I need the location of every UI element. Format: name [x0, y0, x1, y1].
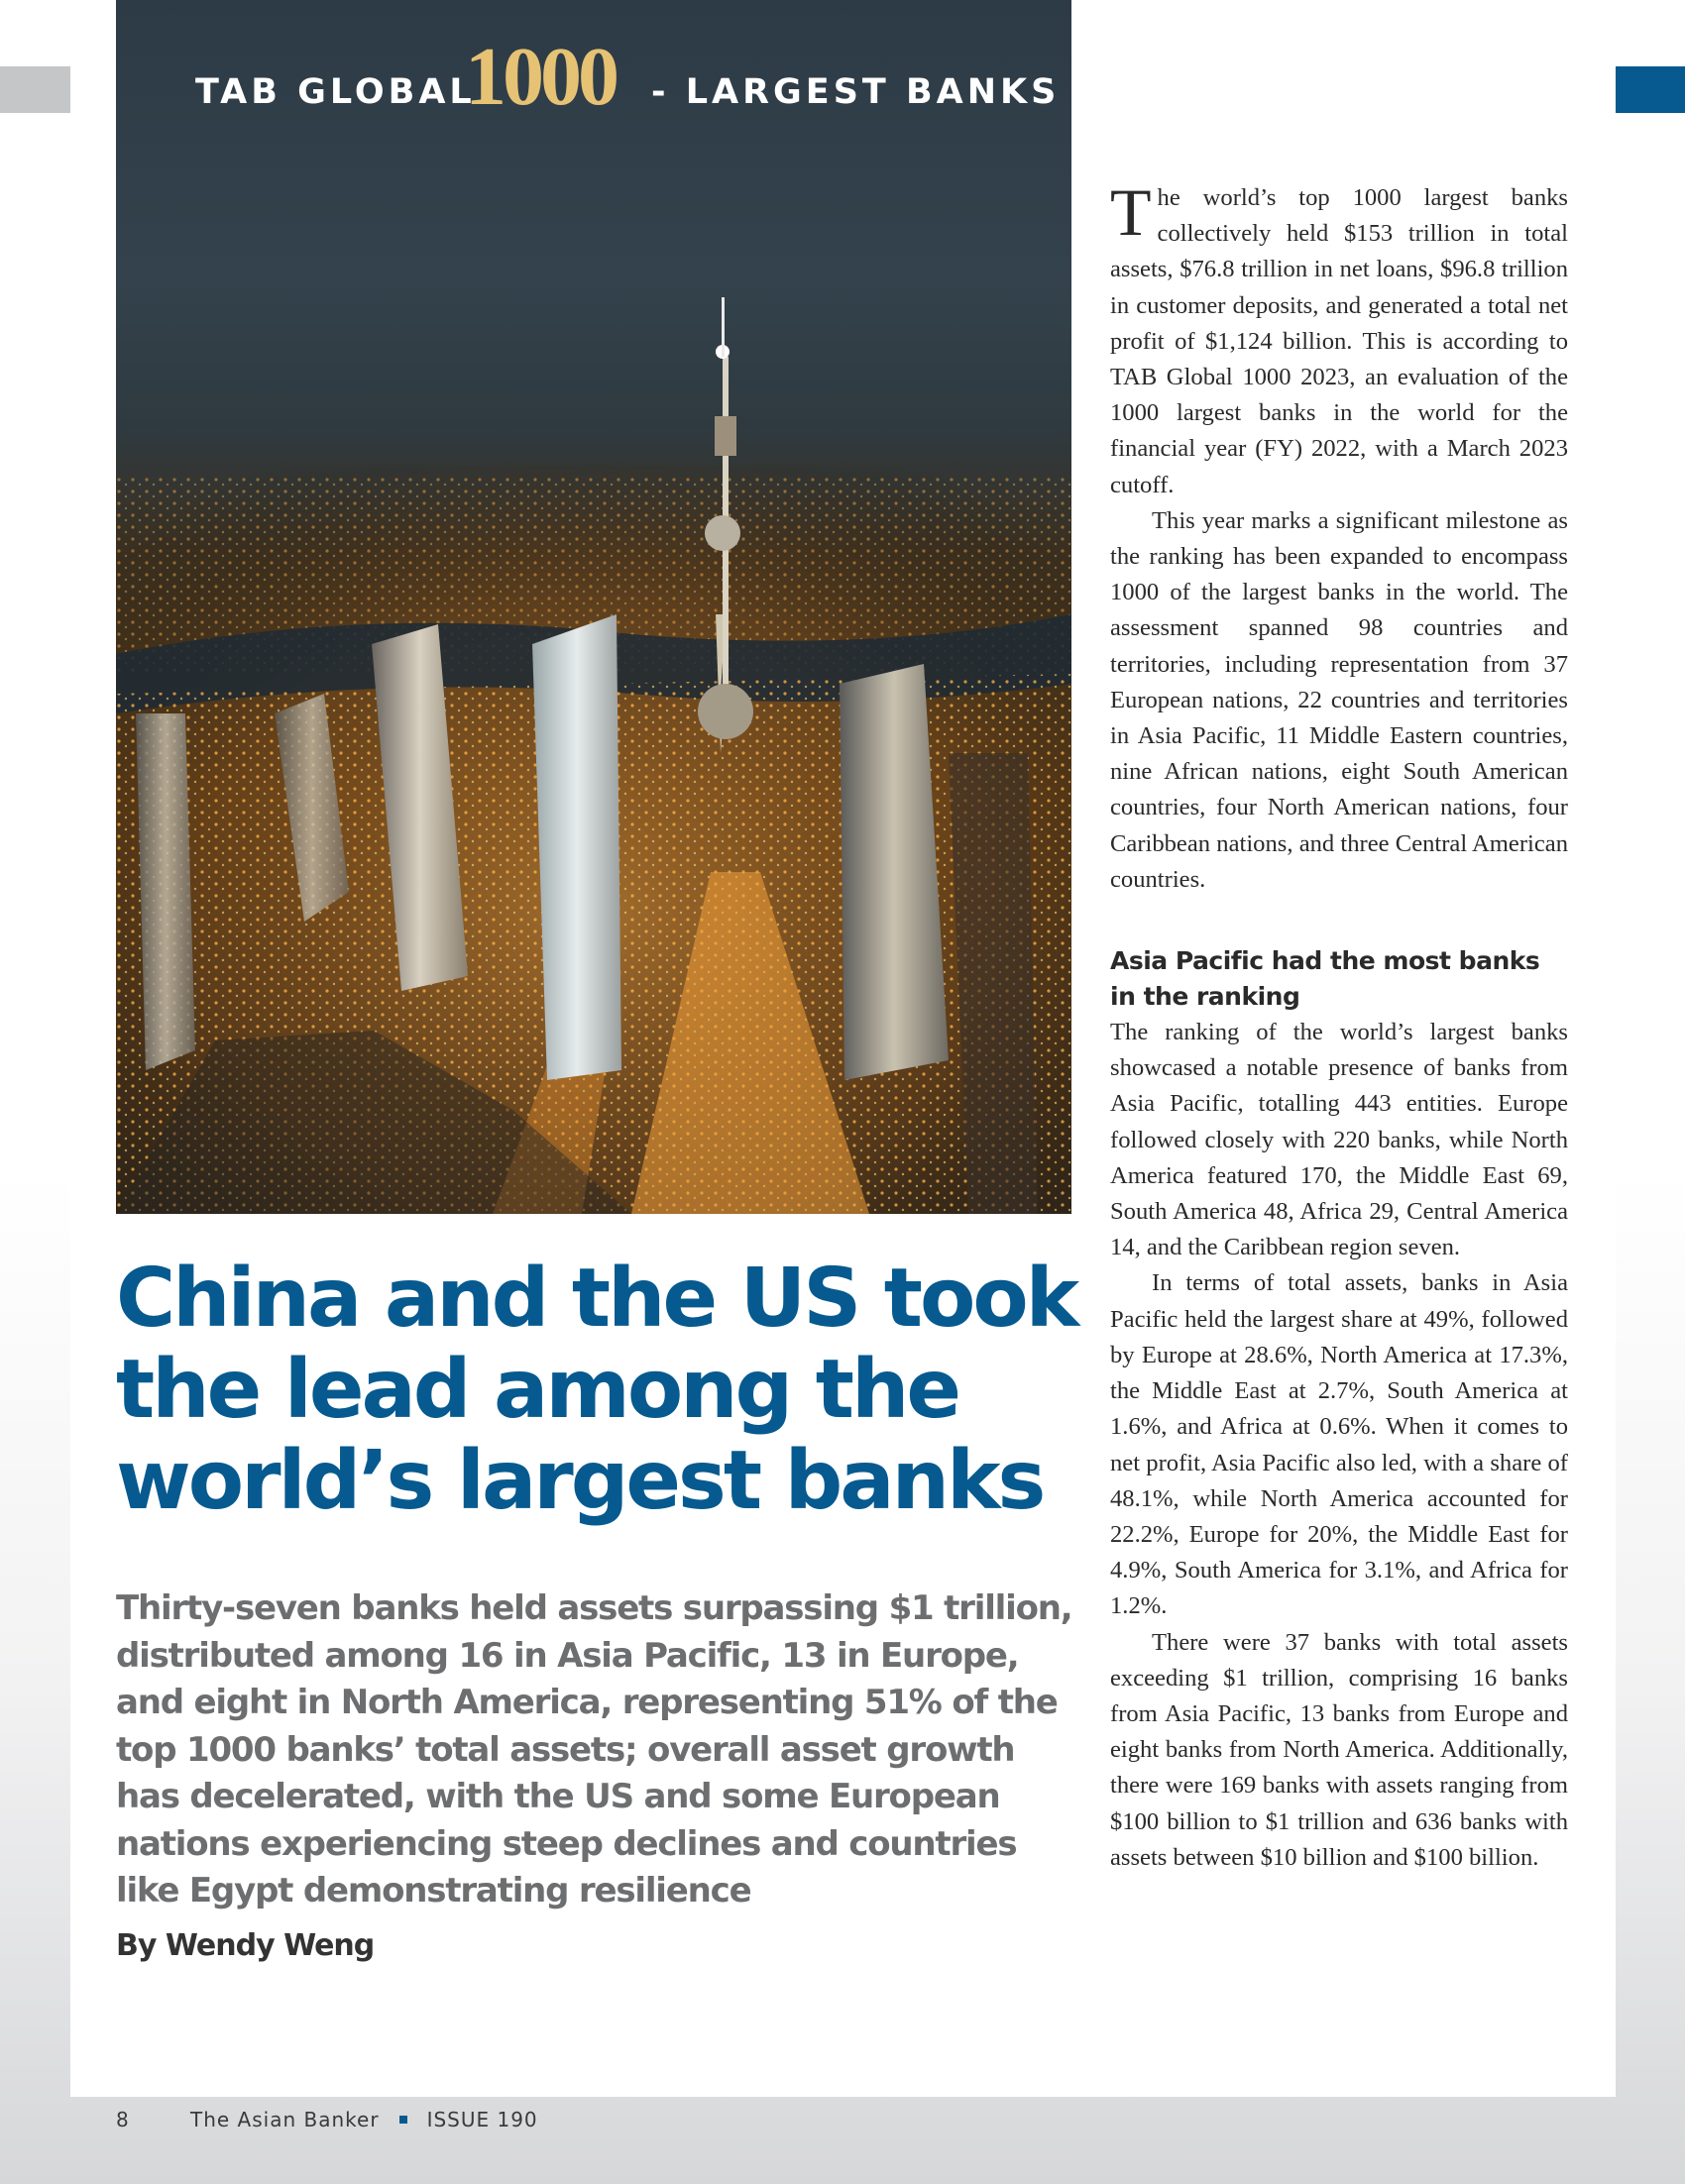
- byline: By Wendy Weng: [116, 1928, 375, 1963]
- header-title: [116, 31, 1071, 149]
- page-number: 8: [116, 2108, 130, 2131]
- dropcap: T: [1110, 174, 1152, 250]
- square-bullet-icon: [399, 2116, 407, 2124]
- paragraph-3: The ranking of the world’s largest banks showcased a notable presence of banks from Asia Pacific, totalling 443 entities. Europe followed closely with 220 banks, while North America featured 170, the Middle East 69, South America 48, Africa 29, Central America 14, and the Caribbean region seven.: [1110, 1019, 1568, 1261]
- article-deck: Thirty-seven banks held assets surpassing $1 trillion, distributed among 16 in Asia Pacific, 13 in Europe, and eight in North America, representing 51% of the top 1000 banks’ total assets; overall asset growth has decelerated, with the US and some European nations experiencing steep declines and countries like Egypt demonstrating resilience: [116, 1588, 1072, 1911]
- publication-name: The Asian Banker: [190, 2108, 380, 2131]
- paragraph-1: [1110, 174, 1568, 503]
- header-number: 1000: [465, 31, 616, 123]
- article-headline: China and the US took the lead among the world’s largest banks: [116, 1252, 1077, 1528]
- paragraph-5: There were 37 banks with total assets exceeding $1 trillion, comprising 16 banks from Asia Pacific, 13 banks from Europe and eight banks from North America. Additionally, there were 169 banks with assets ranging from $100 billion to $1 trillion and 636 banks with assets between $10 billion and $100 billion.: [1110, 1628, 1568, 1871]
- paragraph-1-text: he world’s top 1000 largest banks collectively held $153 trillion in total assets, $76.8 trillion in net loans, $96.8 trillion in customer deposits, and generated a total net profit of $1,124 billion. This is according to TAB Global 1000 2023, an evaluation of the 1000 largest banks in the world for the financial year (FY) 2022, with a March 2023 cutoff.: [1110, 184, 1568, 498]
- header-prefix: TAB GLOBAL: [195, 72, 476, 112]
- paragraph-2: This year marks a significant milestone as the ranking has been expanded to encompass 1000 of the largest banks in the world. The assessment spanned 98 countries and territories, including representation from 37 European nations, 22 countries and territories in Asia Pacific, 11 Middle Eastern countries, nine African nations, eight South American countries, four North American nations, four Caribbean nations, and three Central American countries.: [1110, 506, 1568, 893]
- section-subhead: Asia Pacific had the most banks in the ranking: [1110, 946, 1540, 1012]
- header-suffix: - LARGEST BANKS: [651, 72, 1061, 112]
- issue-number: ISSUE 190: [426, 2108, 538, 2131]
- paragraph-4: In terms of total assets, banks in Asia Pacific held the largest share at 49%, followed by Europe at 28.6%, North America at 17.3%, the Middle East at 2.7%, South America at 1.6%, and Africa at 0.6%. When it comes to net profit, Asia Pacific also led, with a share of 48.1%, while North America accounted for 22.2%, Europe for 20%, the Middle East for 4.9%, South America for 3.1%, and Africa for 1.2%.: [1110, 1269, 1568, 1620]
- article-body: [1110, 174, 1568, 1876]
- page-footer: [116, 2108, 538, 2131]
- shanghai-skyline-illustration: [116, 0, 1071, 1214]
- city-night-photo: [116, 0, 1071, 1214]
